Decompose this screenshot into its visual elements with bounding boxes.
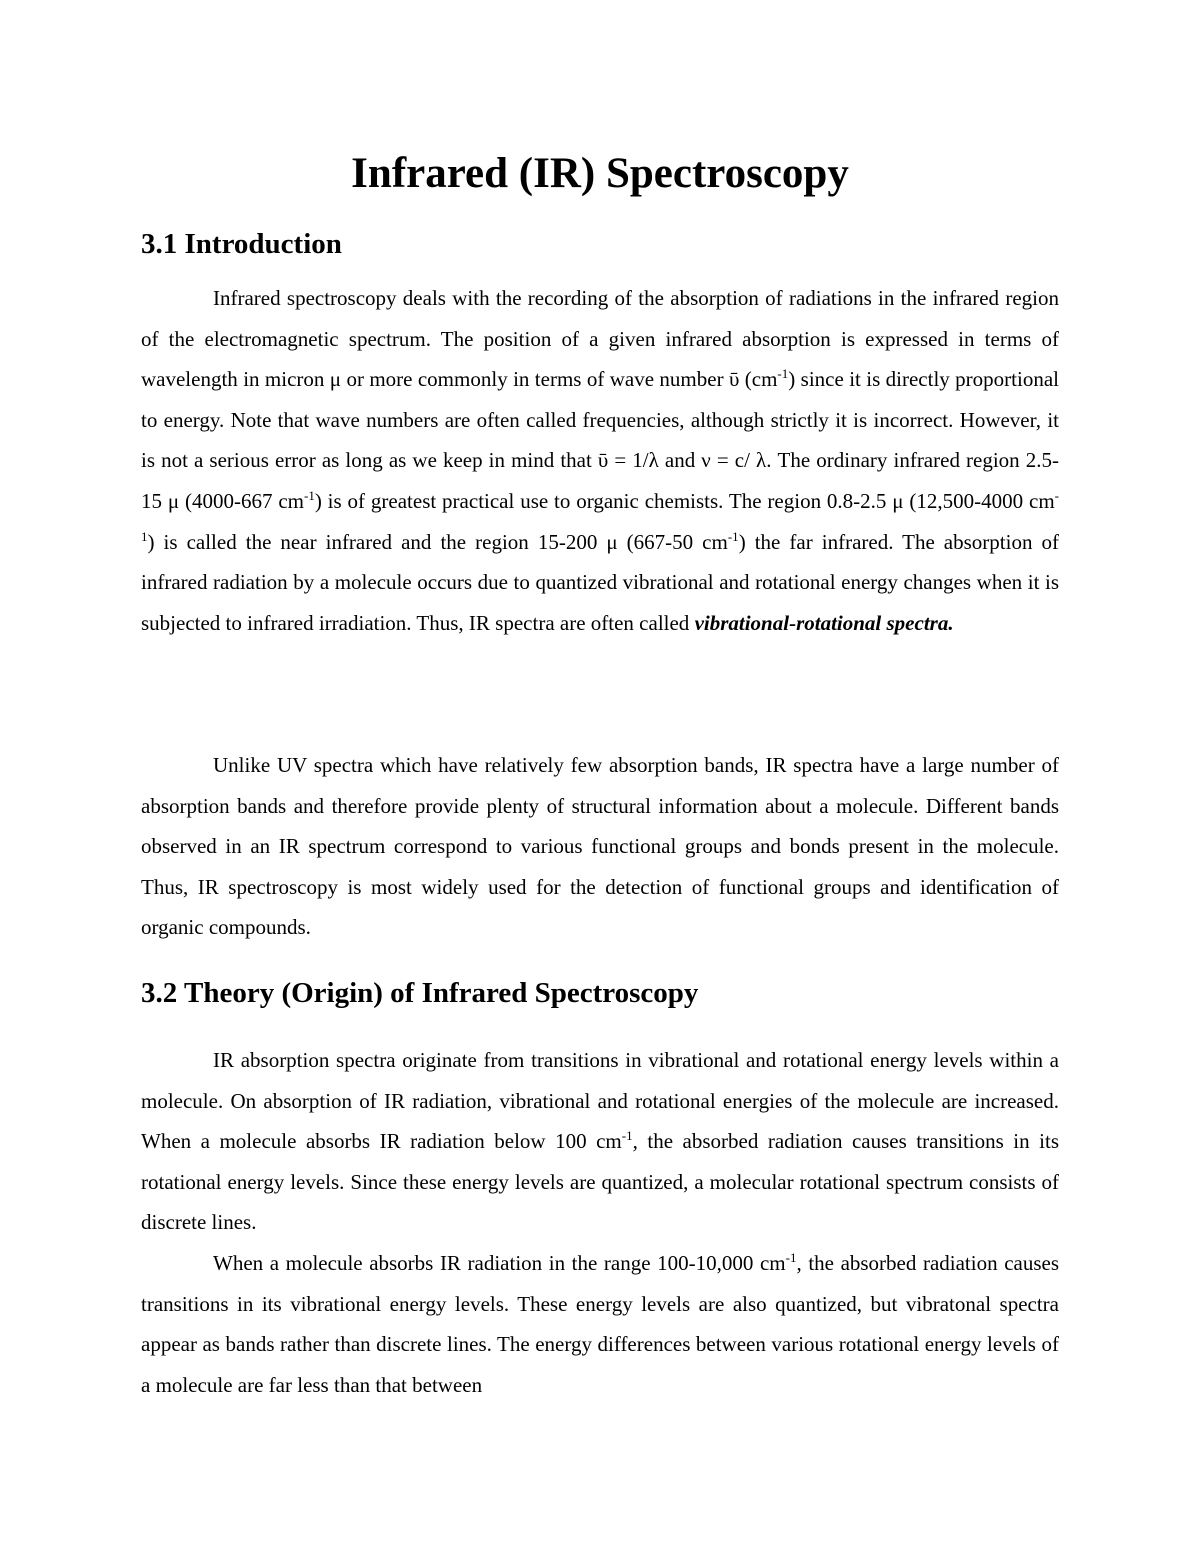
text-run: , the absorbed radiation causes transitions in its vibrational energy levels. These energy levels are also quantized, but vibratonal spectra appear as bands rather than discrete lines. The energy differences between various rotational energy levels of a molecule are far less than that between — [141, 1251, 1059, 1397]
text-run: , the absorbed radiation causes transitions in its rotational energy levels. Since these energy levels are quantized, a molecular rotational spectrum consists of discrete lines. — [141, 1129, 1059, 1235]
superscript: -1 — [777, 366, 789, 382]
text-run: Infrared spectroscopy deals with the recording of the absorption of radiations in the infrared region of the electromagnetic spectrum. The position of a given infrared absorption is expressed in terms of wavelength in micron μ or more commonly in terms of wave number ῡ (cm — [141, 286, 1059, 392]
text-run: When a molecule absorbs IR radiation in the range 100-10,000 cm — [213, 1251, 786, 1275]
paragraph-introduction-2 — [141, 745, 1059, 948]
text-run: IR absorption spectra originate from transitions in vibrational and rotational energy levels within a molecule. On absorption of IR radiation, vibrational and rotational energies of the molecule are increased. When a molecule absorbs IR radiation below 100 cm — [141, 1048, 1059, 1154]
superscript: -1 — [621, 1128, 633, 1144]
text-run: ) the far infrared. The absorption of infrared radiation by a molecule occurs due to quantized vibrational and rotational energy changes when it is subjected to infrared irradiation. Thus, IR spectra are often called — [141, 529, 1059, 635]
text-run: ) since it is directly proportional to energy. Note that wave numbers are often called frequencies, although strictly it is incorrect. However, it is not a serious error as long as we keep in mind that ῡ = 1/λ and ν = c/ λ. The ordinary infrared region 2.5-15 μ (4000-667 cm — [141, 367, 1059, 513]
text-run: ) is of greatest practical use to organic chemists. The region 0.8-2.5 μ (12,500-4000 cm — [314, 488, 1055, 513]
text-run: Unlike UV spectra which have relatively few absorption bands, IR spectra have a large number of absorption bands and therefore provide plenty of structural information about a molecule. Different bands observed in an IR spectrum correspond to various functional groups and bonds present in the molecule. Thus, IR spectroscopy is most widely used for the detection of functional groups and identification of organic compounds. — [141, 753, 1059, 940]
page-title: Infrared (IR) Spectroscopy — [351, 150, 849, 197]
superscript: -1 — [785, 1250, 797, 1265]
emphasized-term: vibrational-rotational spectra. — [694, 610, 954, 635]
paragraph-theory-2 — [141, 1243, 1059, 1405]
paragraph-introduction-1 — [141, 278, 1059, 643]
paragraph-theory-1 — [141, 1040, 1059, 1243]
superscript: -1 — [141, 487, 1059, 544]
superscript: -1 — [303, 487, 315, 503]
text-run: ) is called the near infrared and the region 15-200 μ (667-50 cm — [147, 529, 728, 554]
superscript: -1 — [727, 528, 739, 544]
section-heading-introduction: 3.1 Introduction — [141, 228, 342, 260]
section-heading-theory: 3.2 Theory (Origin) of Infrared Spectroscopy — [141, 977, 699, 1009]
